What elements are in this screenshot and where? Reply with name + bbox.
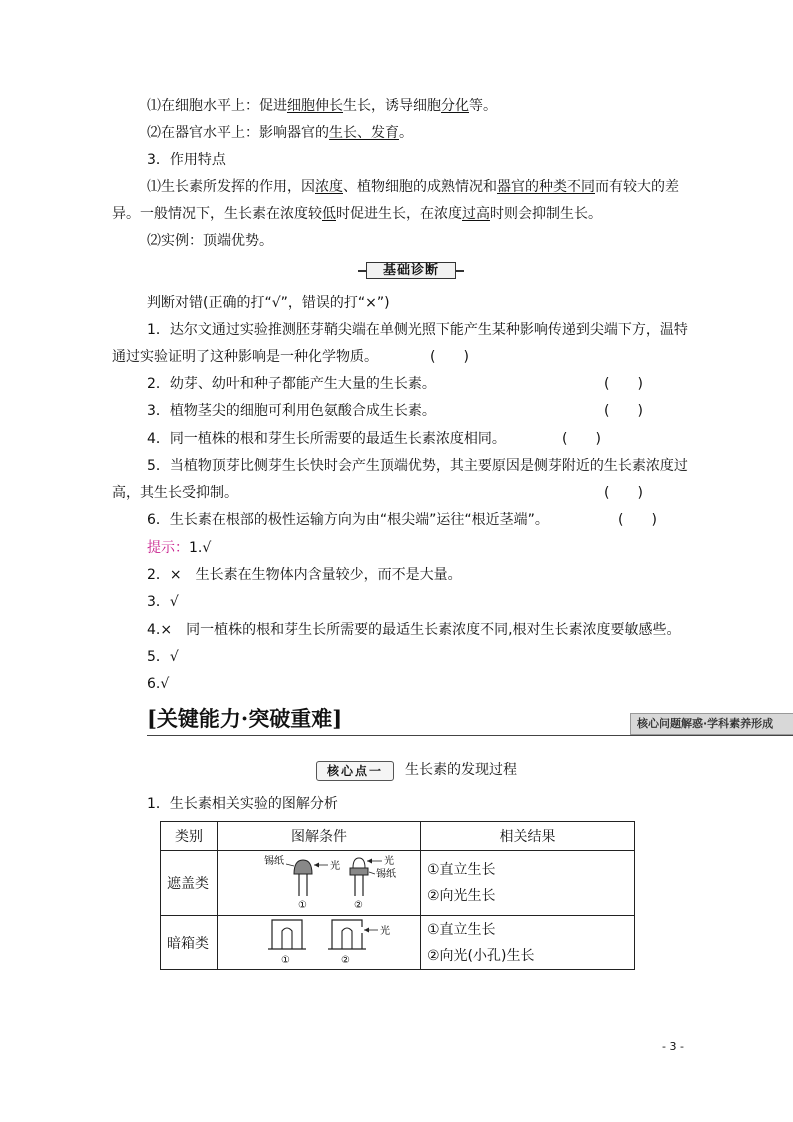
- text: 而有较大的差: [595, 179, 679, 195]
- item-1-title: 1．生长素相关实验的图解分析: [147, 796, 338, 812]
- diagnosis-instruction: 判断对错(正确的打“√”，错误的打“×”): [147, 295, 390, 311]
- section-tag: 核心问题解惑·学科素养形成: [630, 713, 793, 735]
- page-number: - 3 -: [662, 1040, 684, 1053]
- diagram-cell: [218, 916, 421, 970]
- organ-level-line: [147, 123, 413, 143]
- text: 等。: [469, 98, 497, 114]
- core-point-badge: 核心点一: [316, 761, 394, 781]
- answer-blank: ( ): [604, 403, 643, 419]
- answer-2: 2．× 生长素在生物体内含量较少，而不是大量。: [147, 567, 462, 583]
- text: 时则会抑制生长。: [490, 206, 602, 222]
- category-cell: 暗箱类: [161, 916, 218, 970]
- dark-box-shape: [272, 920, 302, 949]
- answer-6: 6.√: [147, 676, 170, 692]
- answer-blank: ( ): [604, 376, 643, 392]
- dark-box-with-hole-shape: [332, 920, 362, 949]
- column-header: 类别: [161, 822, 218, 851]
- column-header: 相关结果: [421, 822, 635, 851]
- table-header-row: [161, 822, 635, 851]
- foil-label: 锡纸: [264, 856, 284, 867]
- dark-box-experiment-diagram: [224, 917, 414, 965]
- covering-experiment-diagram: [224, 852, 414, 910]
- number-label: ①: [298, 900, 307, 910]
- underlined-term: 生长、发育: [329, 125, 399, 141]
- foil-collar-shape: [350, 868, 368, 875]
- underlined-term: 器官的种类不同: [497, 179, 595, 195]
- answer-3: 3．√: [147, 594, 179, 610]
- result-cell: [421, 851, 635, 916]
- core-point-title: 生长素的发现过程: [405, 762, 517, 778]
- text: ⑵在器官水平上：影响器官的: [147, 125, 329, 141]
- question-6: 6．生长素在根部的极性运输方向为由“根尖端”运往“根近茎端”。: [147, 512, 549, 528]
- light-label: 光: [384, 856, 394, 867]
- number-label: ①: [281, 954, 290, 965]
- result-item: ①直立生长: [427, 862, 496, 878]
- foil-label: 锡纸: [376, 869, 396, 880]
- result-item: ②向光(小孔)生长: [427, 947, 535, 964]
- question-1-line1: 1．达尔文通过实验推测胚芽鞘尖端在单侧光照下能产生某种影响传递到尖端下方，温特: [147, 322, 688, 338]
- text: ⑴生长素所发挥的作用，因: [147, 179, 315, 195]
- foil-cap-shape: [294, 860, 312, 874]
- features-line2: [112, 204, 602, 224]
- text: ⑴在细胞水平上：促进: [147, 98, 287, 114]
- diagnosis-badge: [358, 261, 464, 280]
- example-line: ⑵实例：顶端优势。: [147, 233, 273, 249]
- answer-5: 5．√: [147, 649, 179, 665]
- answer-blank: ( ): [604, 485, 643, 501]
- answer-blank: ( ): [430, 349, 469, 365]
- underlined-term: 细胞伸长: [287, 98, 343, 114]
- text: 生长，诱导细胞: [343, 98, 441, 114]
- answer-blank: ( ): [562, 431, 601, 447]
- question-1-line2: 通过实验证明了这种影响是一种化学物质。: [112, 349, 378, 365]
- column-header: 图解条件: [218, 822, 421, 851]
- experiment-table: [160, 821, 635, 970]
- diagram-cell: [218, 851, 421, 916]
- table-row: [161, 916, 635, 970]
- features-title: 3．作用特点: [147, 152, 226, 168]
- result-cell: [421, 916, 635, 970]
- hint-label: 提示：: [147, 540, 189, 556]
- number-label: ②: [354, 900, 363, 910]
- text: 异。一般情况下，生长素在浓度较: [112, 206, 322, 222]
- diagnosis-badge-label: 基础诊断: [382, 263, 439, 278]
- answer-4: 4.× 同一植株的根和芽生长所需要的最适生长素浓度不同,根对生长素浓度要敏感些。: [147, 622, 681, 638]
- cell-level-line: [147, 96, 497, 116]
- light-label: 光: [380, 925, 390, 937]
- underlined-term: 浓度: [315, 179, 343, 195]
- table-row: [161, 851, 635, 916]
- light-label: 光: [330, 861, 340, 872]
- question-4: 4．同一植株的根和芽生长所需要的最适生长素浓度相同。: [147, 431, 506, 447]
- question-3: 3．植物茎尖的细胞可利用色氨酸合成生长素。: [147, 403, 436, 419]
- section-title: [关键能力·突破重难]: [147, 706, 343, 731]
- text: 。: [399, 125, 413, 141]
- underlined-term: 低: [322, 206, 336, 222]
- underlined-term: 分化: [441, 98, 469, 114]
- section-divider: [147, 735, 793, 736]
- number-label: ②: [341, 954, 350, 965]
- features-line1: [147, 177, 679, 197]
- question-2: 2．幼芽、幼叶和种子都能产生大量的生长素。: [147, 376, 436, 392]
- question-5-line1: 5．当植物顶芽比侧芽生长快时会产生顶端优势，其主要原因是侧芽附近的生长素浓度过: [147, 458, 688, 474]
- result-item: ①直立生长: [427, 921, 496, 938]
- category-cell: 遮盖类: [161, 851, 218, 916]
- hint-line: [147, 538, 211, 558]
- question-5-line2: 高，其生长受抑制。: [112, 485, 238, 501]
- underlined-term: 过高: [462, 206, 490, 222]
- answer-1: 1.√: [189, 540, 212, 556]
- answer-blank: ( ): [618, 512, 657, 528]
- text: 、植物细胞的成熟情况和: [343, 179, 497, 195]
- text: 时促进生长，在浓度: [336, 206, 462, 222]
- result-item: ②向光生长: [427, 888, 496, 904]
